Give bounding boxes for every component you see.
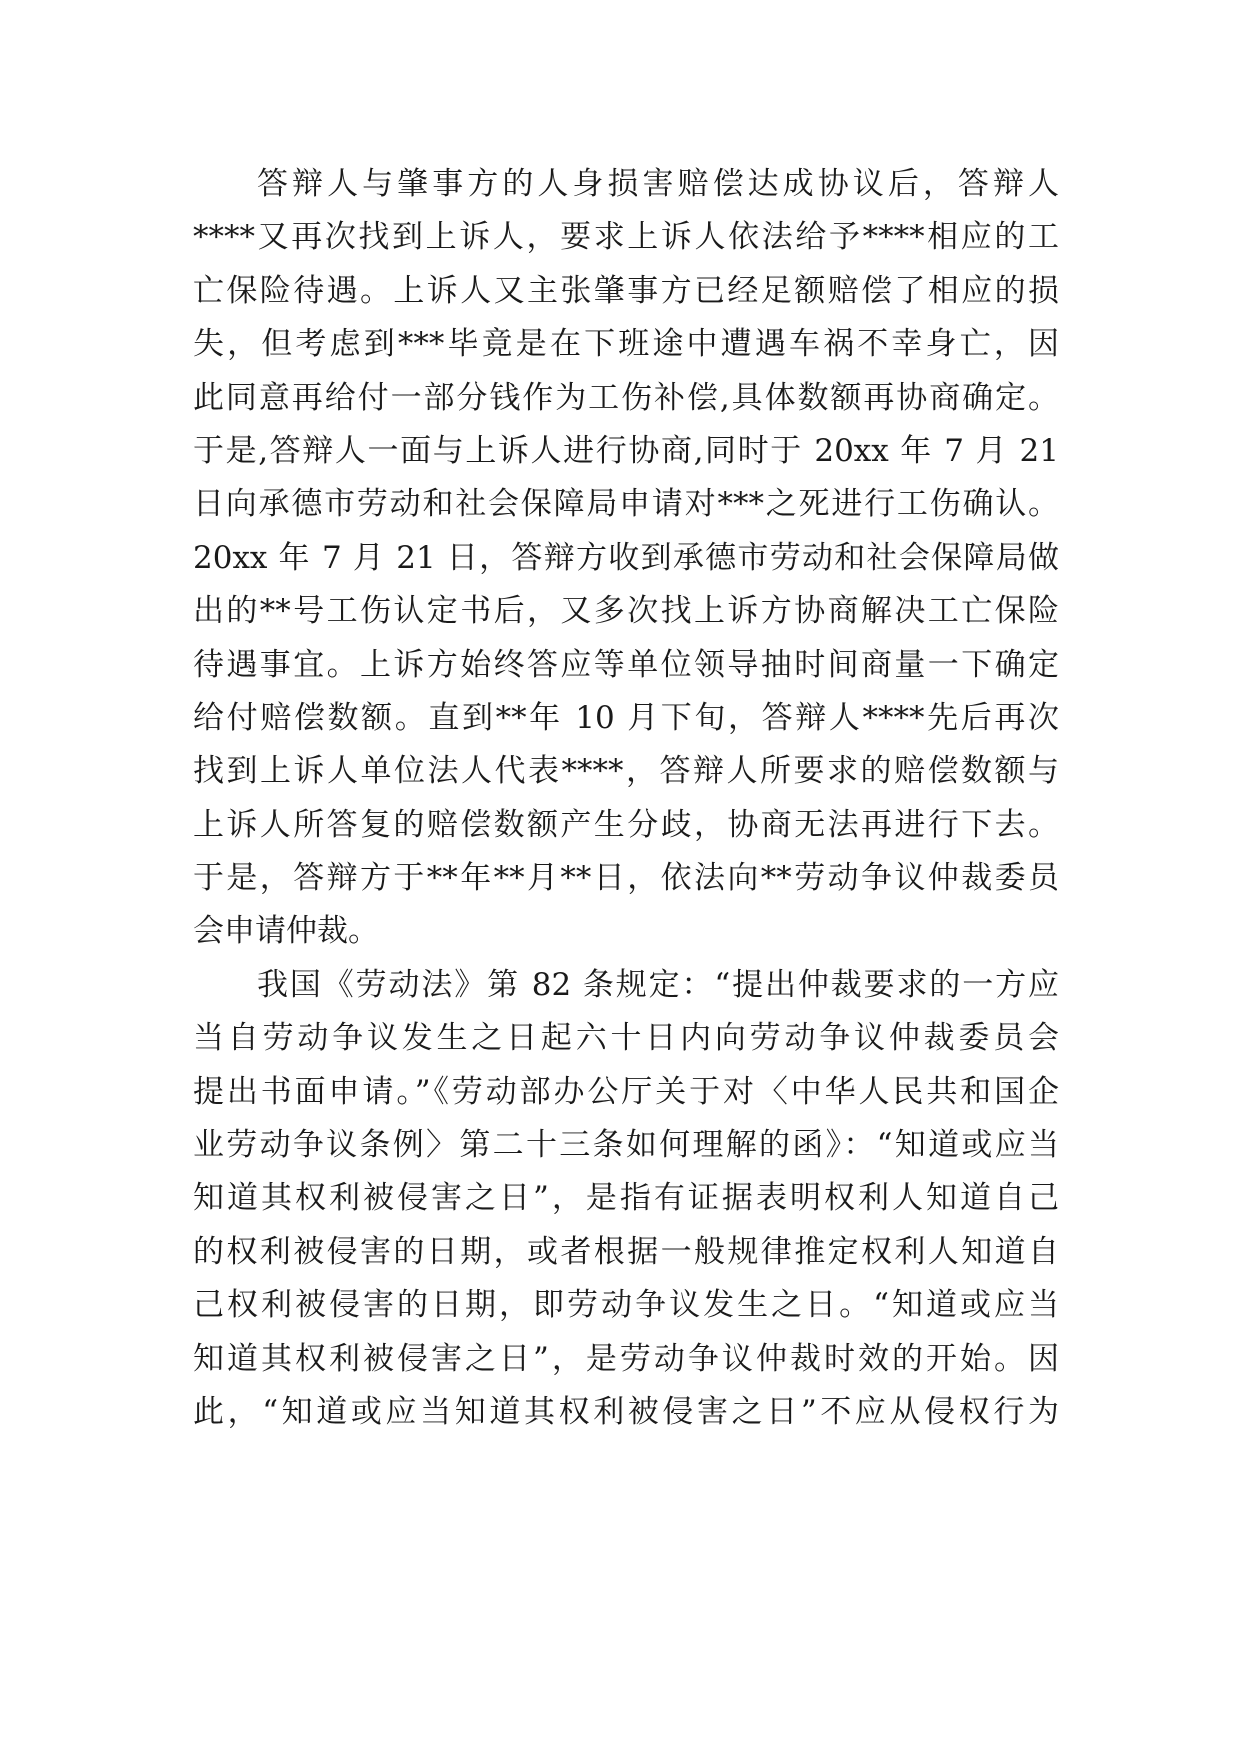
text-line: 此，“知道或应当知道其权利被侵害之日”不应从侵权行为 [193,1393,1059,1430]
text-line: 亡保险待遇。上诉人又主张肇事方已经足额赔偿了相应的损 [193,272,1059,309]
document-body [193,158,1059,1439]
text-line: 上诉人所答复的赔偿数额产生分歧，协商无法再进行下去。 [193,806,1059,843]
text-line: 知道其权利被侵害之日”，是指有证据表明权利人知道自己 [193,1180,1059,1217]
text-line: 找到上诉人单位法人代表****，答辩人所要求的赔偿数额与 [193,753,1059,790]
text-line: 会申请仲裁。 [193,913,379,950]
text-line: 的权利被侵害的日期，或者根据一般规律推定权利人知道自 [193,1233,1059,1270]
text-line: 出的**号工伤认定书后，又多次找上诉方协商解决工亡保险 [193,593,1059,630]
text-line: 失，但考虑到***毕竟是在下班途中遭遇车祸不幸身亡，因 [193,326,1059,363]
paragraph-2 [193,959,1059,1440]
paragraph-1 [193,158,1059,959]
text-line: 20xx 年 7 月 21 日，答辩方收到承德市劳动和社会保障局做 [193,539,1059,576]
text-line: 待遇事宜。上诉方始终答应等单位领导抽时间商量一下确定 [193,646,1059,683]
text-line: 当自劳动争议发生之日起六十日内向劳动争议仲裁委员会 [193,1020,1059,1057]
text-line: 于是,答辩人一面与上诉人进行协商,同时于 20xx 年 7 月 21 [193,432,1059,469]
text-line: 答辩人与肇事方的人身损害赔偿达成协议后，答辩人 [257,166,1059,202]
text-line: ****又再次找到上诉人，要求上诉人依法给予****相应的工 [193,219,1059,256]
text-line: 知道其权利被侵害之日”，是劳动争议仲裁时效的开始。因 [193,1340,1059,1377]
text-line: 我国《劳动法》第 82 条规定：“提出仲裁要求的一方应 [257,966,1059,1003]
text-line: 业劳动争议条例〉第二十三条如何理解的函》：“知道或应当 [193,1127,1059,1164]
text-line: 给付赔偿数额。直到**年 10 月下旬，答辩人****先后再次 [193,699,1059,736]
text-line: 日向承德市劳动和社会保障局申请对***之死进行工伤确认。 [193,486,1059,523]
text-line: 此同意再给付一部分钱作为工伤补偿,具体数额再协商确定。 [193,379,1059,416]
text-line: 提出书面申请。”《劳动部办公厅关于对〈中华人民共和国企 [193,1073,1059,1110]
text-line: 于是，答辩方于**年**月**日，依法向**劳动争议仲裁委员 [193,860,1059,897]
text-line: 己权利被侵害的日期，即劳动争议发生之日。“知道或应当 [193,1287,1059,1324]
